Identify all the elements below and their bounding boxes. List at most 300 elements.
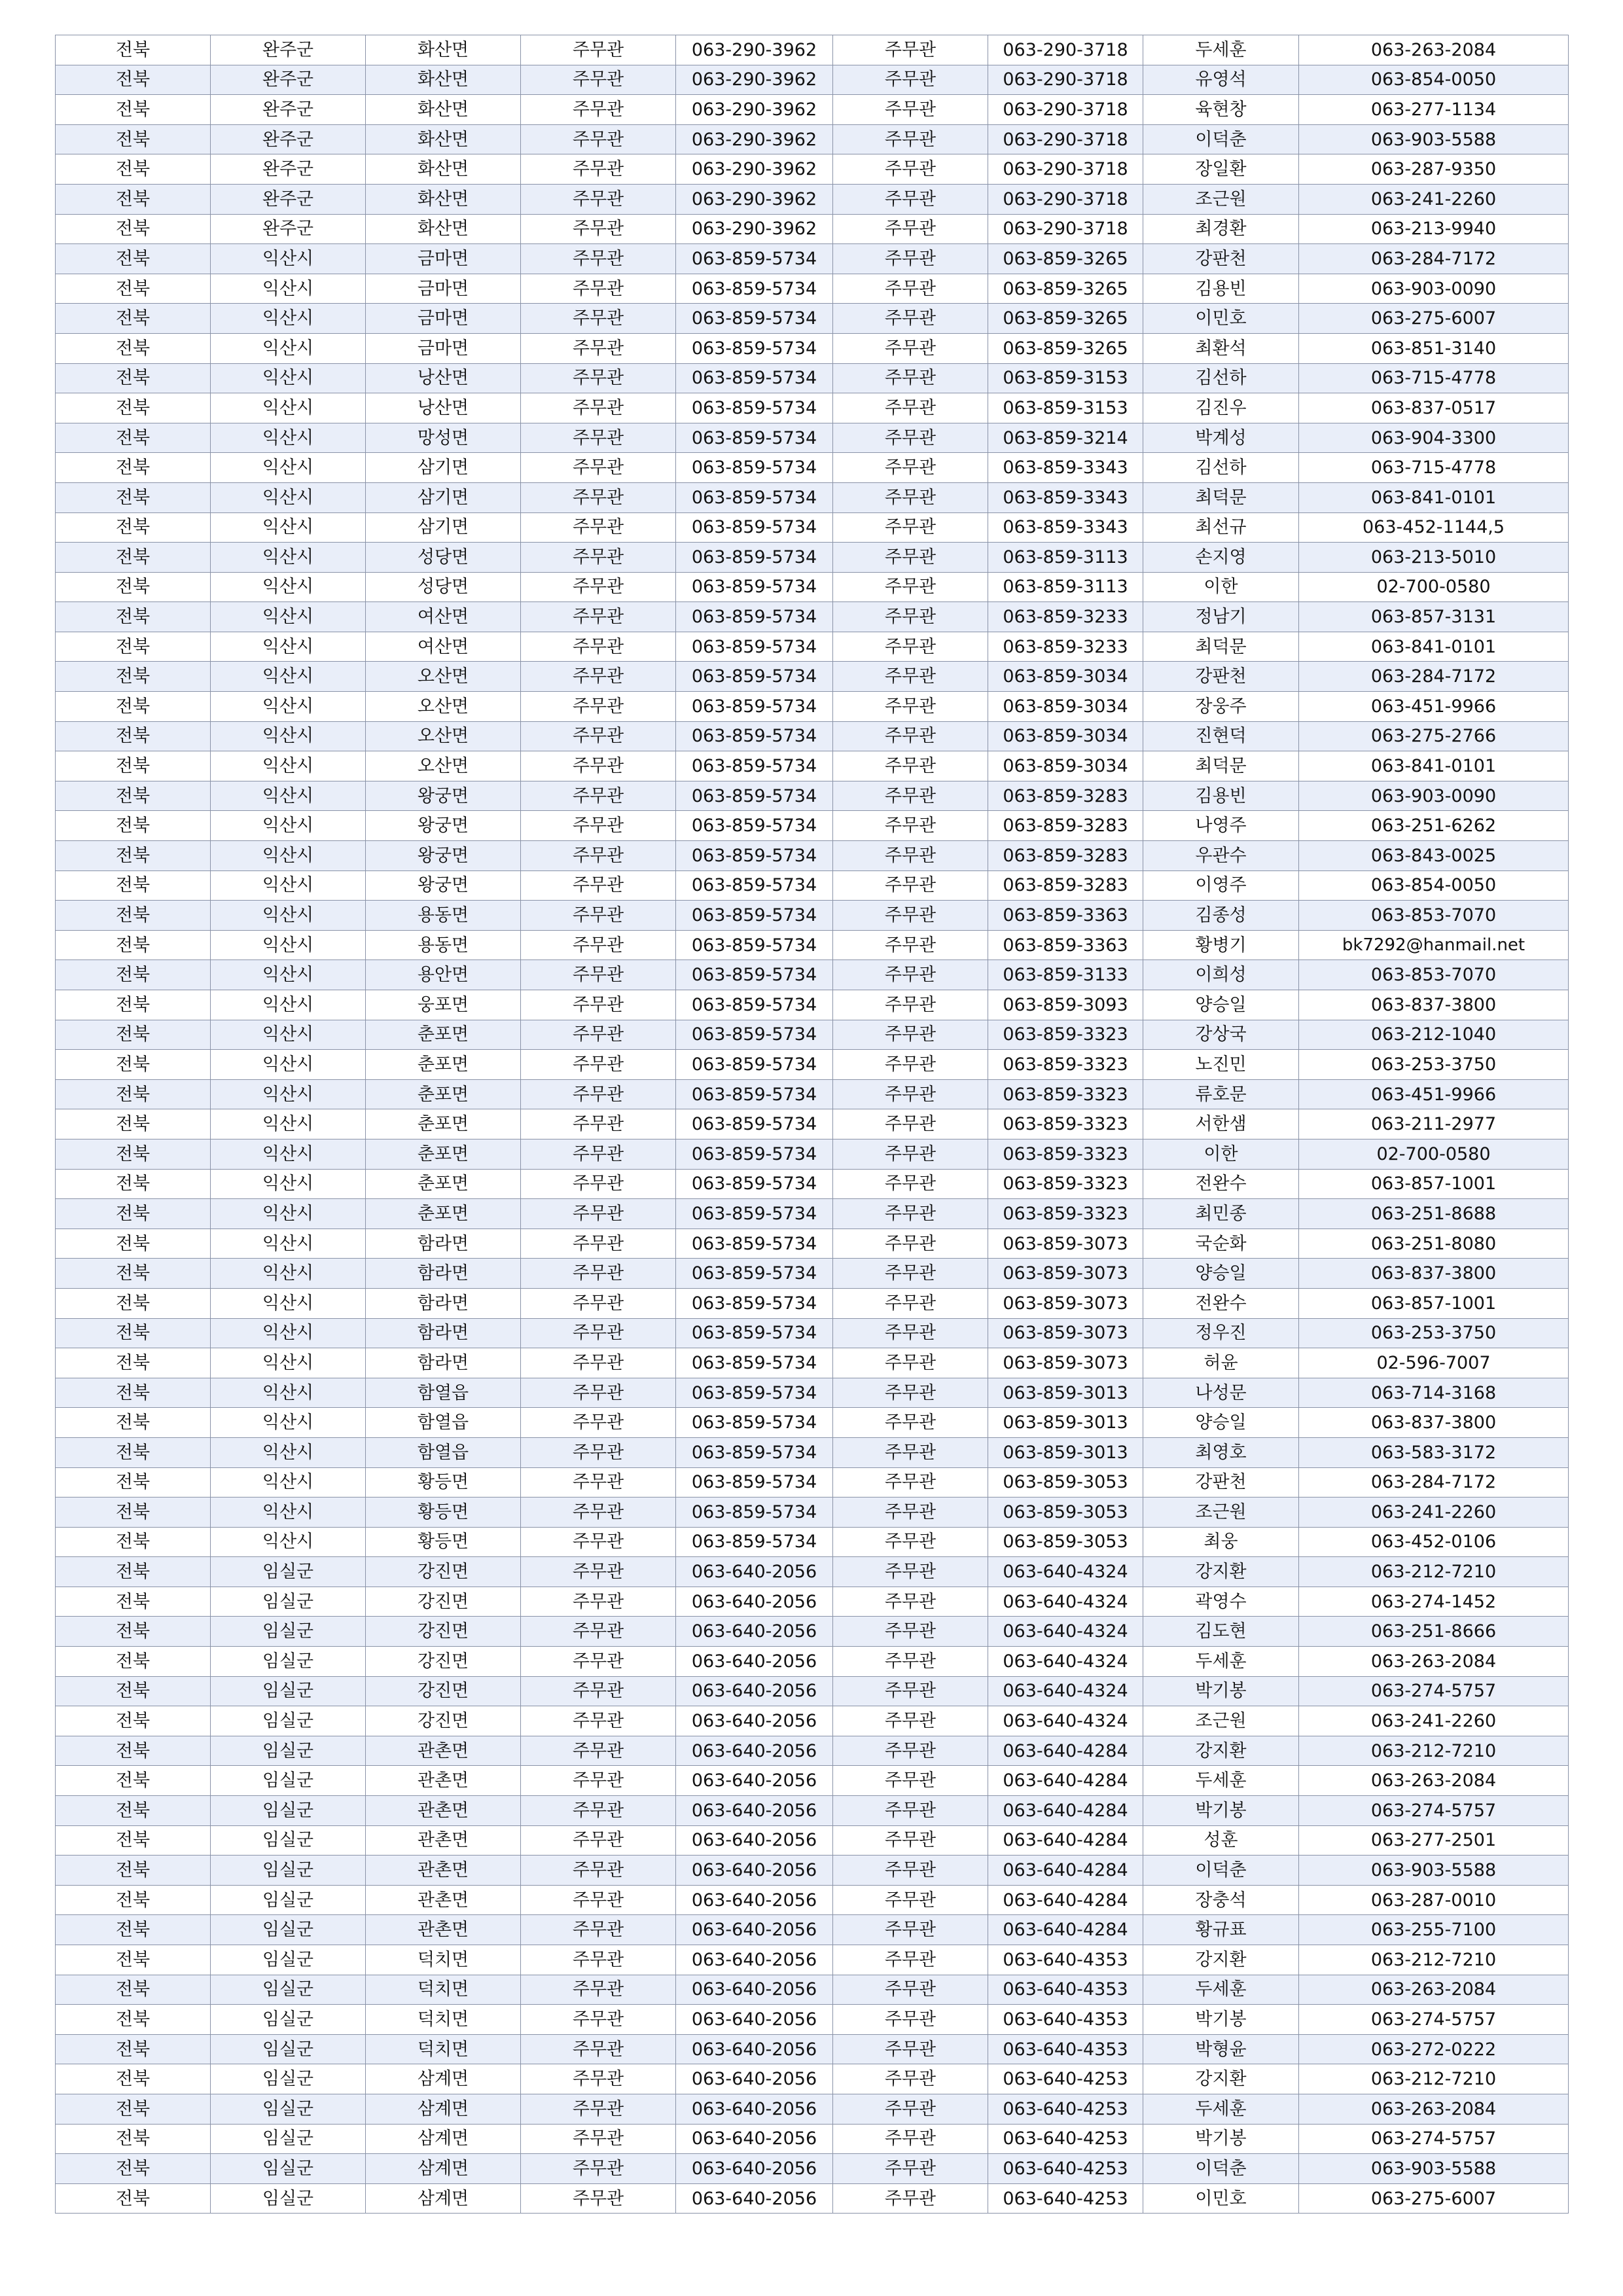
official1-title-cell: 주무관 xyxy=(521,2064,676,2094)
official2-phone-cell: 063-640-4284 xyxy=(988,1856,1143,1886)
district-cell: 화산면 xyxy=(366,95,521,125)
county-cell: 익산시 xyxy=(211,1378,366,1408)
official2-phone-cell: 063-859-3013 xyxy=(988,1408,1143,1438)
table-row xyxy=(56,901,1569,931)
district-cell: 여산면 xyxy=(366,632,521,662)
official2-title-cell: 주무관 xyxy=(833,453,988,483)
table-row xyxy=(56,662,1569,692)
official1-phone-cell: 063-859-5734 xyxy=(676,333,833,363)
county-cell: 익산시 xyxy=(211,1199,366,1229)
table-row xyxy=(56,930,1569,960)
county-cell: 익산시 xyxy=(211,1139,366,1169)
county-cell: 익산시 xyxy=(211,692,366,722)
official2-title-cell: 주무관 xyxy=(833,1259,988,1289)
table-row xyxy=(56,124,1569,154)
table-row xyxy=(56,35,1569,65)
table-row xyxy=(56,1318,1569,1348)
county-cell: 익산시 xyxy=(211,811,366,841)
name-cell: 김용빈 xyxy=(1143,781,1299,811)
official1-phone-cell: 063-290-3962 xyxy=(676,184,833,214)
province-cell: 전북 xyxy=(56,602,211,632)
official1-phone-cell: 063-859-5734 xyxy=(676,1020,833,1050)
official2-phone-cell: 063-640-4324 xyxy=(988,1706,1143,1736)
official2-phone-cell: 063-859-3013 xyxy=(988,1378,1143,1408)
official2-title-cell: 주무관 xyxy=(833,990,988,1020)
county-cell: 완주군 xyxy=(211,35,366,65)
contact-cell: 063-275-6007 xyxy=(1299,2183,1569,2214)
district-cell: 관촌면 xyxy=(366,1825,521,1856)
official1-phone-cell: 063-290-3962 xyxy=(676,154,833,185)
province-cell: 전북 xyxy=(56,1050,211,1080)
table-row xyxy=(56,960,1569,990)
district-cell: 삼기면 xyxy=(366,453,521,483)
contact-cell: 063-274-5757 xyxy=(1299,1796,1569,1826)
table-row xyxy=(56,1259,1569,1289)
name-cell: 강지환 xyxy=(1143,1557,1299,1587)
county-cell: 익산시 xyxy=(211,1229,366,1259)
official1-phone-cell: 063-859-5734 xyxy=(676,1498,833,1528)
table-row xyxy=(56,2124,1569,2154)
province-cell: 전북 xyxy=(56,1259,211,1289)
official2-title-cell: 주무관 xyxy=(833,1348,988,1378)
official2-phone-cell: 063-859-3034 xyxy=(988,721,1143,751)
official1-phone-cell: 063-859-5734 xyxy=(676,1169,833,1199)
official2-title-cell: 주무관 xyxy=(833,1527,988,1557)
province-cell: 전북 xyxy=(56,274,211,304)
district-cell: 용동면 xyxy=(366,930,521,960)
official2-title-cell: 주무관 xyxy=(833,1199,988,1229)
contact-cell: 02-700-0580 xyxy=(1299,572,1569,602)
official2-phone-cell: 063-640-4284 xyxy=(988,1825,1143,1856)
name-cell: 손지영 xyxy=(1143,543,1299,573)
district-cell: 강진면 xyxy=(366,1587,521,1617)
province-cell: 전북 xyxy=(56,393,211,423)
table-row xyxy=(56,1706,1569,1736)
official2-phone-cell: 063-640-4253 xyxy=(988,2124,1143,2154)
official2-title-cell: 주무관 xyxy=(833,1885,988,1915)
name-cell: 류호문 xyxy=(1143,1079,1299,1109)
official1-phone-cell: 063-859-5734 xyxy=(676,1288,833,1318)
province-cell: 전북 xyxy=(56,482,211,512)
official2-phone-cell: 063-640-4324 xyxy=(988,1557,1143,1587)
contact-cell: 063-251-6262 xyxy=(1299,811,1569,841)
official2-title-cell: 주무관 xyxy=(833,2124,988,2154)
county-cell: 임실군 xyxy=(211,2034,366,2064)
table-row xyxy=(56,1885,1569,1915)
official1-title-cell: 주무관 xyxy=(521,1348,676,1378)
district-cell: 화산면 xyxy=(366,35,521,65)
name-cell: 강판천 xyxy=(1143,662,1299,692)
contact-cell: 063-837-3800 xyxy=(1299,990,1569,1020)
province-cell: 전북 xyxy=(56,1498,211,1528)
official2-phone-cell: 063-859-3093 xyxy=(988,990,1143,1020)
province-cell: 전북 xyxy=(56,572,211,602)
name-cell: 이덕춘 xyxy=(1143,2154,1299,2184)
county-cell: 임실군 xyxy=(211,1617,366,1647)
name-cell: 이민호 xyxy=(1143,2183,1299,2214)
name-cell: 우관수 xyxy=(1143,841,1299,871)
official2-phone-cell: 063-640-4353 xyxy=(988,2034,1143,2064)
official1-phone-cell: 063-640-2056 xyxy=(676,1915,833,1945)
district-cell: 관촌면 xyxy=(366,1736,521,1766)
district-cell: 함열읍 xyxy=(366,1408,521,1438)
official1-phone-cell: 063-290-3962 xyxy=(676,124,833,154)
province-cell: 전북 xyxy=(56,930,211,960)
district-cell: 춘포면 xyxy=(366,1020,521,1050)
county-cell: 익산시 xyxy=(211,333,366,363)
official2-phone-cell: 063-640-4353 xyxy=(988,1945,1143,1975)
official1-title-cell: 주무관 xyxy=(521,1766,676,1796)
official2-phone-cell: 063-859-3323 xyxy=(988,1169,1143,1199)
official2-phone-cell: 063-859-3283 xyxy=(988,811,1143,841)
province-cell: 전북 xyxy=(56,35,211,65)
official2-title-cell: 주무관 xyxy=(833,1647,988,1677)
contact-cell: 02-700-0580 xyxy=(1299,1139,1569,1169)
contact-cell: 063-263-2084 xyxy=(1299,1975,1569,2005)
county-cell: 임실군 xyxy=(211,1975,366,2005)
official1-title-cell: 주무관 xyxy=(521,602,676,632)
name-cell: 장일환 xyxy=(1143,154,1299,185)
province-cell: 전북 xyxy=(56,692,211,722)
official2-phone-cell: 063-859-3233 xyxy=(988,632,1143,662)
official2-title-cell: 주무관 xyxy=(833,1856,988,1886)
official2-title-cell: 주무관 xyxy=(833,1587,988,1617)
contact-cell: 063-241-2260 xyxy=(1299,1706,1569,1736)
official2-phone-cell: 063-859-3034 xyxy=(988,662,1143,692)
official1-title-cell: 주무관 xyxy=(521,1467,676,1498)
contact-cell: 063-857-1001 xyxy=(1299,1169,1569,1199)
official1-title-cell: 주무관 xyxy=(521,95,676,125)
table-row xyxy=(56,2183,1569,2214)
table-row xyxy=(56,1557,1569,1587)
name-cell: 최덕문 xyxy=(1143,482,1299,512)
district-cell: 금마면 xyxy=(366,333,521,363)
province-cell: 전북 xyxy=(56,1617,211,1647)
name-cell: 최민종 xyxy=(1143,1199,1299,1229)
official1-phone-cell: 063-859-5734 xyxy=(676,512,833,543)
district-cell: 삼계면 xyxy=(366,2064,521,2094)
contact-cell: 063-284-7172 xyxy=(1299,662,1569,692)
province-cell: 전북 xyxy=(56,65,211,95)
district-cell: 삼계면 xyxy=(366,2154,521,2184)
contact-cell: 063-452-1144,5 xyxy=(1299,512,1569,543)
name-cell: 황병기 xyxy=(1143,930,1299,960)
county-cell: 임실군 xyxy=(211,1915,366,1945)
contact-cell: 063-841-0101 xyxy=(1299,751,1569,781)
table-row xyxy=(56,214,1569,244)
table-row xyxy=(56,1437,1569,1467)
county-cell: 익산시 xyxy=(211,482,366,512)
table-row xyxy=(56,1229,1569,1259)
table-row xyxy=(56,184,1569,214)
official1-phone-cell: 063-640-2056 xyxy=(676,1945,833,1975)
official1-phone-cell: 063-859-5734 xyxy=(676,1408,833,1438)
official2-title-cell: 주무관 xyxy=(833,363,988,393)
county-cell: 익산시 xyxy=(211,1109,366,1139)
district-cell: 함라면 xyxy=(366,1348,521,1378)
official2-title-cell: 주무관 xyxy=(833,1079,988,1109)
official1-phone-cell: 063-859-5734 xyxy=(676,781,833,811)
official1-phone-cell: 063-859-5734 xyxy=(676,1378,833,1408)
table-row xyxy=(56,244,1569,274)
province-cell: 전북 xyxy=(56,244,211,274)
contact-table xyxy=(55,35,1569,2214)
official1-title-cell: 주무관 xyxy=(521,1288,676,1318)
district-cell: 관촌면 xyxy=(366,1796,521,1826)
district-cell: 화산면 xyxy=(366,65,521,95)
name-cell: 박기봉 xyxy=(1143,2124,1299,2154)
official1-title-cell: 주무관 xyxy=(521,154,676,185)
official1-title-cell: 주무관 xyxy=(521,662,676,692)
official1-title-cell: 주무관 xyxy=(521,274,676,304)
official1-phone-cell: 063-859-5734 xyxy=(676,662,833,692)
county-cell: 익산시 xyxy=(211,751,366,781)
province-cell: 전북 xyxy=(56,632,211,662)
official1-title-cell: 주무관 xyxy=(521,393,676,423)
official2-phone-cell: 063-859-3013 xyxy=(988,1437,1143,1467)
district-cell: 관촌면 xyxy=(366,1885,521,1915)
county-cell: 익산시 xyxy=(211,1079,366,1109)
official1-phone-cell: 063-640-2056 xyxy=(676,2154,833,2184)
official1-title-cell: 주무관 xyxy=(521,363,676,393)
table-row xyxy=(56,304,1569,334)
name-cell: 박기봉 xyxy=(1143,1676,1299,1706)
contact-cell: 063-841-0101 xyxy=(1299,482,1569,512)
official1-phone-cell: 063-859-5734 xyxy=(676,930,833,960)
province-cell: 전북 xyxy=(56,124,211,154)
district-cell: 금마면 xyxy=(366,244,521,274)
name-cell: 전완수 xyxy=(1143,1169,1299,1199)
county-cell: 완주군 xyxy=(211,214,366,244)
official2-phone-cell: 063-859-3363 xyxy=(988,930,1143,960)
table-row xyxy=(56,2005,1569,2035)
county-cell: 익산시 xyxy=(211,870,366,901)
contact-cell: 063-212-1040 xyxy=(1299,1020,1569,1050)
official1-title-cell: 주무관 xyxy=(521,692,676,722)
contact-cell: 063-903-5588 xyxy=(1299,2154,1569,2184)
official1-title-cell: 주무관 xyxy=(521,901,676,931)
name-cell: 양승일 xyxy=(1143,990,1299,1020)
official2-phone-cell: 063-290-3718 xyxy=(988,95,1143,125)
contact-cell: 063-255-7100 xyxy=(1299,1915,1569,1945)
contact-cell: 063-275-2766 xyxy=(1299,721,1569,751)
official1-title-cell: 주무관 xyxy=(521,184,676,214)
official1-phone-cell: 063-859-5734 xyxy=(676,1318,833,1348)
official2-phone-cell: 063-859-3233 xyxy=(988,602,1143,632)
table-row xyxy=(56,65,1569,95)
province-cell: 전북 xyxy=(56,1766,211,1796)
official1-phone-cell: 063-859-5734 xyxy=(676,1199,833,1229)
contact-cell: 063-851-3140 xyxy=(1299,333,1569,363)
district-cell: 함열읍 xyxy=(366,1437,521,1467)
official2-phone-cell: 063-290-3718 xyxy=(988,214,1143,244)
district-cell: 왕궁면 xyxy=(366,781,521,811)
district-cell: 성당면 xyxy=(366,572,521,602)
official1-title-cell: 주무관 xyxy=(521,304,676,334)
official1-title-cell: 주무관 xyxy=(521,214,676,244)
name-cell: 황규표 xyxy=(1143,1915,1299,1945)
official2-phone-cell: 063-859-3133 xyxy=(988,960,1143,990)
province-cell: 전북 xyxy=(56,2034,211,2064)
name-cell: 이덕춘 xyxy=(1143,1856,1299,1886)
official2-title-cell: 주무관 xyxy=(833,1825,988,1856)
county-cell: 완주군 xyxy=(211,65,366,95)
table-row xyxy=(56,1498,1569,1528)
county-cell: 익산시 xyxy=(211,572,366,602)
official1-title-cell: 주무관 xyxy=(521,1885,676,1915)
province-cell: 전북 xyxy=(56,870,211,901)
official1-title-cell: 주무관 xyxy=(521,841,676,871)
district-cell: 삼기면 xyxy=(366,482,521,512)
official1-phone-cell: 063-640-2056 xyxy=(676,1706,833,1736)
contact-cell: 063-451-9966 xyxy=(1299,1079,1569,1109)
contact-cell: bk7292@hanmail.net xyxy=(1299,930,1569,960)
official2-phone-cell: 063-859-3283 xyxy=(988,870,1143,901)
official1-phone-cell: 063-859-5734 xyxy=(676,274,833,304)
name-cell: 유영석 xyxy=(1143,65,1299,95)
official2-phone-cell: 063-859-3153 xyxy=(988,393,1143,423)
official2-title-cell: 주무관 xyxy=(833,1229,988,1259)
official1-title-cell: 주무관 xyxy=(521,1587,676,1617)
official1-phone-cell: 063-859-5734 xyxy=(676,1139,833,1169)
official2-phone-cell: 063-859-3265 xyxy=(988,333,1143,363)
official1-title-cell: 주무관 xyxy=(521,453,676,483)
official1-title-cell: 주무관 xyxy=(521,632,676,662)
table-row xyxy=(56,1109,1569,1139)
county-cell: 익산시 xyxy=(211,841,366,871)
official1-phone-cell: 063-640-2056 xyxy=(676,2094,833,2124)
official2-phone-cell: 063-859-3073 xyxy=(988,1259,1143,1289)
official1-phone-cell: 063-290-3962 xyxy=(676,95,833,125)
district-cell: 춘포면 xyxy=(366,1109,521,1139)
official1-title-cell: 주무관 xyxy=(521,1229,676,1259)
official1-phone-cell: 063-640-2056 xyxy=(676,1587,833,1617)
table-row xyxy=(56,1975,1569,2005)
official2-phone-cell: 063-859-3323 xyxy=(988,1139,1143,1169)
county-cell: 임실군 xyxy=(211,2124,366,2154)
county-cell: 임실군 xyxy=(211,1676,366,1706)
official1-phone-cell: 063-859-5734 xyxy=(676,602,833,632)
official1-phone-cell: 063-640-2056 xyxy=(676,1676,833,1706)
official1-title-cell: 주무관 xyxy=(521,721,676,751)
official1-phone-cell: 063-640-2056 xyxy=(676,2034,833,2064)
province-cell: 전북 xyxy=(56,811,211,841)
province-cell: 전북 xyxy=(56,990,211,1020)
official2-title-cell: 주무관 xyxy=(833,1318,988,1348)
official2-title-cell: 주무관 xyxy=(833,1020,988,1050)
name-cell: 양승일 xyxy=(1143,1259,1299,1289)
official2-title-cell: 주무관 xyxy=(833,2183,988,2214)
contact-cell: 063-837-3800 xyxy=(1299,1408,1569,1438)
county-cell: 익산시 xyxy=(211,1318,366,1348)
province-cell: 전북 xyxy=(56,1975,211,2005)
name-cell: 허윤 xyxy=(1143,1348,1299,1378)
official1-phone-cell: 063-640-2056 xyxy=(676,1825,833,1856)
official1-phone-cell: 063-640-2056 xyxy=(676,1796,833,1826)
official2-title-cell: 주무관 xyxy=(833,901,988,931)
table-row xyxy=(56,482,1569,512)
county-cell: 익산시 xyxy=(211,602,366,632)
official2-phone-cell: 063-859-3323 xyxy=(988,1050,1143,1080)
contact-cell: 063-287-9350 xyxy=(1299,154,1569,185)
official1-title-cell: 주무관 xyxy=(521,124,676,154)
table-row xyxy=(56,2034,1569,2064)
contact-cell: 063-452-0106 xyxy=(1299,1527,1569,1557)
county-cell: 임실군 xyxy=(211,1945,366,1975)
table-row xyxy=(56,453,1569,483)
province-cell: 전북 xyxy=(56,2154,211,2184)
name-cell: 육현창 xyxy=(1143,95,1299,125)
official2-title-cell: 주무관 xyxy=(833,543,988,573)
official2-phone-cell: 063-290-3718 xyxy=(988,154,1143,185)
official2-phone-cell: 063-640-4253 xyxy=(988,2183,1143,2214)
province-cell: 전북 xyxy=(56,1079,211,1109)
official1-title-cell: 주무관 xyxy=(521,1736,676,1766)
official1-title-cell: 주무관 xyxy=(521,1915,676,1945)
official1-title-cell: 주무관 xyxy=(521,1975,676,2005)
name-cell: 나성문 xyxy=(1143,1378,1299,1408)
official1-title-cell: 주무관 xyxy=(521,930,676,960)
official2-phone-cell: 063-859-3034 xyxy=(988,692,1143,722)
county-cell: 임실군 xyxy=(211,2064,366,2094)
official1-phone-cell: 063-640-2056 xyxy=(676,1856,833,1886)
county-cell: 익산시 xyxy=(211,1408,366,1438)
county-cell: 익산시 xyxy=(211,1020,366,1050)
official1-title-cell: 주무관 xyxy=(521,1856,676,1886)
official2-title-cell: 주무관 xyxy=(833,2034,988,2064)
official1-phone-cell: 063-859-5734 xyxy=(676,482,833,512)
official1-phone-cell: 063-859-5734 xyxy=(676,751,833,781)
official2-phone-cell: 063-640-4324 xyxy=(988,1617,1143,1647)
name-cell: 이영주 xyxy=(1143,870,1299,901)
county-cell: 임실군 xyxy=(211,1587,366,1617)
table-row xyxy=(56,393,1569,423)
county-cell: 익산시 xyxy=(211,930,366,960)
official2-title-cell: 주무관 xyxy=(833,841,988,871)
county-cell: 임실군 xyxy=(211,1706,366,1736)
county-cell: 임실군 xyxy=(211,1647,366,1677)
official2-title-cell: 주무관 xyxy=(833,65,988,95)
province-cell: 전북 xyxy=(56,721,211,751)
table-body xyxy=(56,35,1569,2214)
province-cell: 전북 xyxy=(56,1557,211,1587)
official2-phone-cell: 063-859-3053 xyxy=(988,1498,1143,1528)
district-cell: 금마면 xyxy=(366,274,521,304)
contact-cell: 063-213-9940 xyxy=(1299,214,1569,244)
contact-cell: 063-284-7172 xyxy=(1299,1467,1569,1498)
official2-phone-cell: 063-640-4284 xyxy=(988,1915,1143,1945)
official1-phone-cell: 063-859-5734 xyxy=(676,1467,833,1498)
name-cell: 서한샘 xyxy=(1143,1109,1299,1139)
county-cell: 완주군 xyxy=(211,95,366,125)
official1-phone-cell: 063-859-5734 xyxy=(676,632,833,662)
district-cell: 황등면 xyxy=(366,1467,521,1498)
district-cell: 삼계면 xyxy=(366,2124,521,2154)
province-cell: 전북 xyxy=(56,1020,211,1050)
contact-cell: 063-274-5757 xyxy=(1299,2124,1569,2154)
name-cell: 강상국 xyxy=(1143,1020,1299,1050)
official2-phone-cell: 063-859-3053 xyxy=(988,1527,1143,1557)
official2-phone-cell: 063-859-3323 xyxy=(988,1109,1143,1139)
official2-title-cell: 주무관 xyxy=(833,1915,988,1945)
official1-title-cell: 주무관 xyxy=(521,1079,676,1109)
table-row xyxy=(56,1527,1569,1557)
contact-cell: 063-903-0090 xyxy=(1299,781,1569,811)
district-cell: 관촌면 xyxy=(366,1915,521,1945)
table-row xyxy=(56,572,1569,602)
official2-phone-cell: 063-859-3265 xyxy=(988,274,1143,304)
official1-phone-cell: 063-859-5734 xyxy=(676,1079,833,1109)
